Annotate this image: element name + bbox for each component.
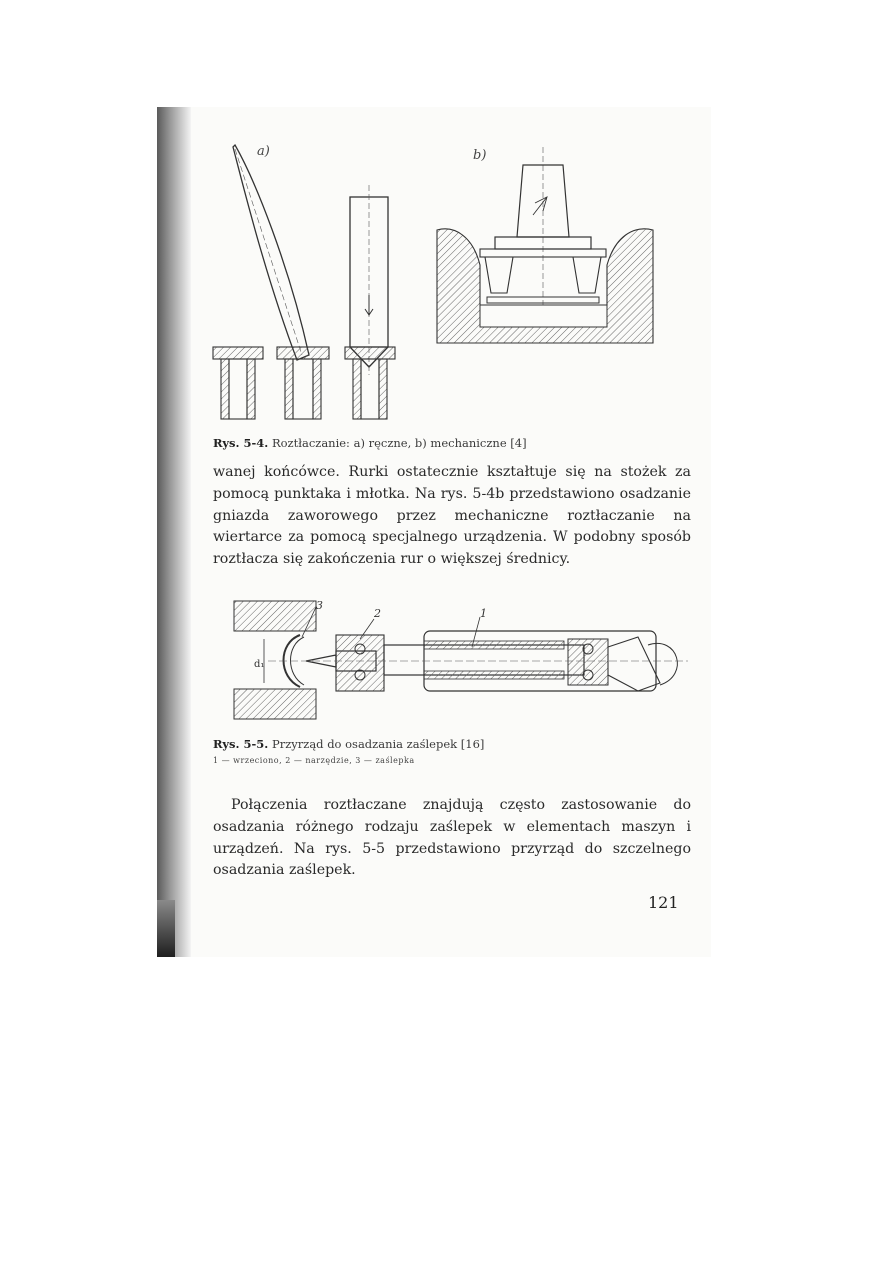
paragraph-1-text: wanej końcówce. Rurki ostatecznie kształtuje się na stożek za pomocą punktaka i młotka. Na rys. 5-4b przedstawiono osadzanie gniazda zaworowego przez mechaniczne roztłaczanie na wiertarce za pomocą specjalnego urządzenia. W podobny sposób roztłacza się zakończenia rur o większej średnicy. [213, 464, 691, 568]
callout-1: 1 [480, 607, 487, 620]
figure-5-4-caption-text: Roztłaczanie: a) ręczne, b) mechaniczne [4] [271, 436, 527, 450]
book-spine-shadow [157, 107, 191, 957]
callout-2: 2 [374, 607, 381, 620]
figure-5-5-caption [213, 737, 484, 751]
figure-5-5-caption-label: Rys. 5-5. [213, 737, 269, 751]
dimension-label: d₁ [254, 659, 265, 670]
figure-5-4-caption-label: Rys. 5-4. [213, 436, 269, 450]
figure-label-b: b) [473, 148, 487, 163]
callout-3: 3 [316, 599, 323, 612]
paragraph-2 [213, 795, 691, 882]
figure-label-a: a) [257, 144, 270, 159]
figure-5-5-drawing [228, 595, 693, 727]
figure-5-5-caption-text: Przyrząd do osadzania zaślepek [16] [271, 737, 485, 751]
paragraph-1 [213, 462, 691, 571]
book-spine-corner [157, 900, 175, 957]
paragraph-2-text: Połączenia roztłaczane znajdują często zastosowanie do osadzania różnego rodzaju zaślepek w elementach maszyn i urządzeń. Na rys. 5-5 przedstawiono przyrząd do szczelnego osadzania zaślepek. [213, 797, 691, 879]
figure-5-4-drawing [205, 125, 695, 430]
figure-5-4-caption [213, 436, 527, 450]
page-number: 121 [648, 893, 679, 912]
figure-5-5-legend: 1 — wrzeciono, 2 — narzędzie, 3 — zaślepka [213, 756, 415, 765]
